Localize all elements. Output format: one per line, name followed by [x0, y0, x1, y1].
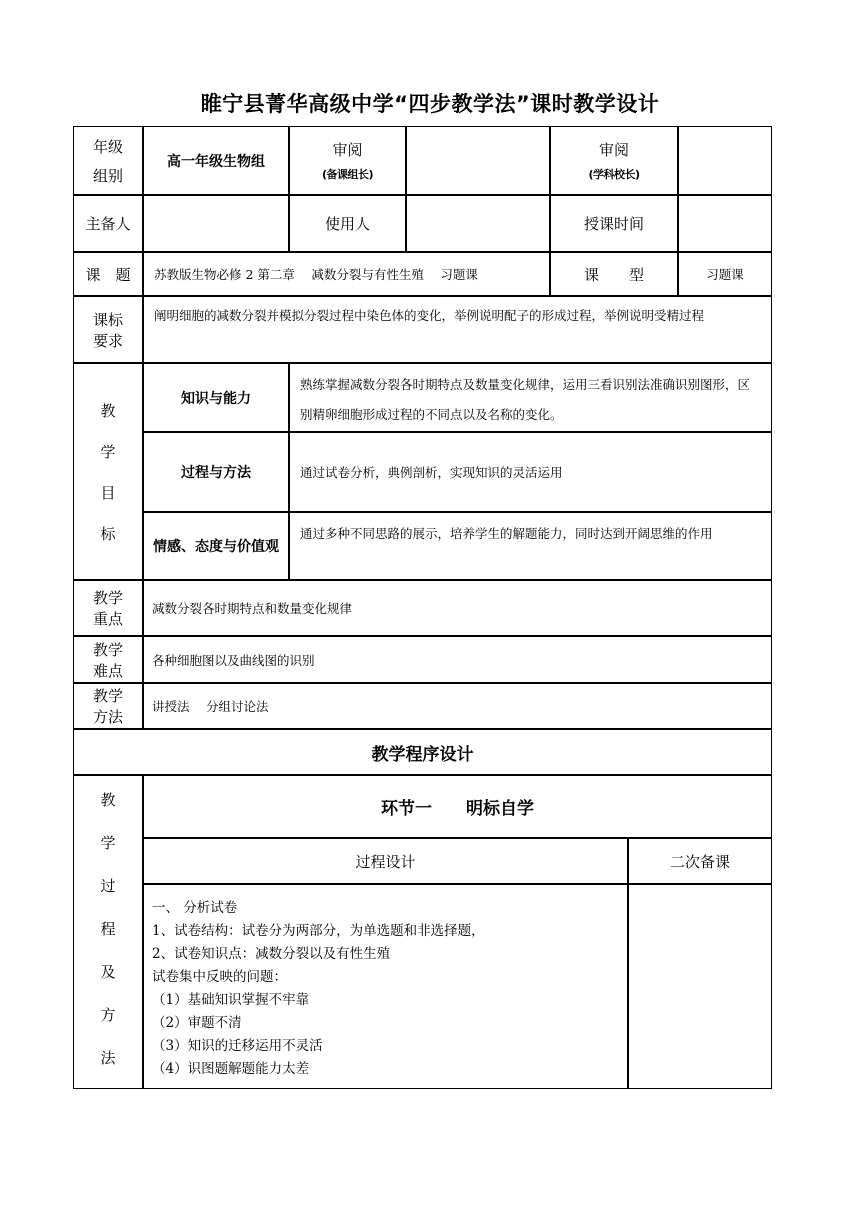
difficulties-label-line2: 难点: [92, 661, 123, 680]
grade-group-label-cell: [73, 126, 143, 195]
review-principal-sub: (学科校长): [588, 168, 640, 181]
preparer-label: 主备人: [85, 215, 131, 233]
topic-value-cell: [143, 252, 550, 296]
process-label-char: 学: [100, 834, 116, 852]
type-value-cell: [678, 252, 772, 296]
methods-value-cell: [143, 683, 772, 729]
methods-label-cell: [73, 683, 143, 729]
standards-label-line2: 要求: [92, 331, 123, 350]
design-line: （1）基础知识掌握不牢靠: [152, 992, 310, 1008]
key-points-label-cell: [73, 580, 143, 636]
time-value-cell: [678, 195, 772, 252]
goal-process-value-cell: [289, 432, 772, 512]
process-label-char: 及: [100, 963, 116, 981]
process-label-char: 法: [100, 1049, 116, 1067]
key-points-value: 减数分裂各时期特点和数量变化规律: [152, 601, 353, 616]
methods-label-line2: 方法: [92, 708, 123, 726]
program-title: 教学程序设计: [371, 744, 474, 765]
design-line: 2、试卷知识点：减数分裂以及有性生殖: [152, 946, 391, 962]
methods-value: 讲授法 分组讨论法: [152, 699, 269, 714]
review-principal-value-cell: [678, 126, 772, 195]
goals-label-char: 标: [100, 524, 116, 543]
grade-label-line1: 年级: [92, 137, 123, 156]
design-line: （2）审题不清: [152, 1015, 242, 1031]
standards-value: 阐明细胞的减数分裂并模拟分裂过程中染色体的变化，举例说明配子的形成过程，举例说明受精过程: [154, 308, 705, 323]
standards-label-line1: 课标: [92, 310, 123, 329]
difficulties-label-line1: 教学: [92, 640, 123, 659]
goals-label-char: 教: [100, 401, 116, 420]
review-leader-value-cell: [406, 126, 550, 195]
goals-label-cell: [73, 363, 143, 580]
goal-emotion-value-cell: [289, 512, 772, 580]
time-label: 授课时间: [583, 215, 644, 233]
key-points-value-cell: [143, 580, 772, 636]
process-label-char: 过: [100, 877, 116, 895]
difficulties-value: 各种细胞图以及曲线图的识别: [152, 652, 315, 668]
design-header-cell: [143, 838, 628, 884]
user-label-cell: [289, 195, 406, 252]
grade-value-cell: [143, 126, 289, 195]
standards-value-cell: [143, 296, 772, 363]
page-title: 睢宁县菁华高级中学“四步教学法”课时教学设计: [200, 92, 660, 116]
process-label-char: 教: [100, 791, 116, 809]
topic-label-cell: [73, 252, 143, 296]
review-leader-label: 审阅: [332, 141, 363, 159]
preparer-label-cell: [73, 195, 143, 252]
goal-knowledge-value: 熟练掌握减数分裂各时期特点及数量变化规律，运用三看识别法准确识别图形，区别精卵细胞形成过程的不同点以及名称的变化。: [300, 377, 751, 422]
key-points-label-line2: 重点: [92, 610, 123, 628]
second-prep-header: 二次备课: [669, 852, 730, 871]
key-points-label-line1: 教学: [92, 589, 123, 607]
goal-process-value: 通过试卷分析，典例剖析，实现知识的灵活运用: [300, 465, 563, 480]
goal-process-label-cell: [143, 432, 289, 512]
grade-label-line2: 组别: [92, 166, 123, 185]
type-label-cell: [550, 252, 678, 296]
goal-knowledge-label: 知识与能力: [181, 390, 251, 407]
review-leader-label-cell: [289, 126, 406, 195]
user-label: 使用人: [324, 215, 370, 233]
goals-label-char: 学: [100, 442, 116, 461]
goal-process-label: 过程与方法: [181, 465, 251, 481]
methods-label-line1: 教学: [92, 687, 123, 705]
type-label: 课 型: [583, 265, 644, 284]
user-value-cell: [406, 195, 550, 252]
design-content-cell: [143, 884, 628, 1089]
process-label-char: 程: [100, 920, 116, 938]
second-prep-header-cell: [628, 838, 772, 884]
goal-knowledge-value-cell: [289, 363, 772, 432]
grade-value: 高一年级生物组: [167, 153, 265, 170]
design-header: 过程设计: [355, 852, 416, 871]
goal-emotion-value: 通过多种不同思路的展示，培养学生的解题能力，同时达到开阔思维的作用: [300, 526, 713, 541]
type-value: 习题课: [706, 267, 744, 282]
section-title: 环节一 明标自学: [381, 799, 534, 819]
design-line: （3）知识的迁移运用不灵活: [152, 1038, 323, 1054]
difficulties-value-cell: [143, 636, 772, 683]
goals-label-char: 目: [100, 483, 116, 502]
second-prep-content-cell: [628, 884, 772, 1089]
difficulties-label-cell: [73, 636, 143, 683]
program-title-cell: [73, 729, 772, 775]
review-leader-sub: (备课组长): [321, 168, 374, 181]
design-line: 1、试卷结构：试卷分为两部分，为单选题和非选择题，: [152, 923, 485, 939]
section-title-cell: [143, 775, 772, 838]
design-line: 试卷集中反映的问题：: [152, 969, 287, 985]
preparer-value-cell: [143, 195, 289, 252]
review-principal-label-cell: [550, 126, 678, 195]
goal-emotion-label: 情感、态度与价值观: [153, 539, 279, 555]
goal-knowledge-label-cell: [143, 363, 289, 432]
design-line: （4）识图题解题能力太差: [152, 1061, 310, 1077]
process-label-cell: [73, 775, 143, 1089]
topic-value: 苏教版生物必修 2 第二章 减数分裂与有性生殖 习题课: [154, 267, 478, 282]
goal-emotion-label-cell: [143, 512, 289, 580]
review-principal-label: 审阅: [598, 141, 629, 159]
time-label-cell: [550, 195, 678, 252]
standards-label-cell: [73, 296, 143, 363]
topic-label: 课 题: [85, 265, 131, 284]
process-label-char: 方: [100, 1006, 116, 1024]
design-line: 一、 分析试卷: [152, 900, 238, 916]
